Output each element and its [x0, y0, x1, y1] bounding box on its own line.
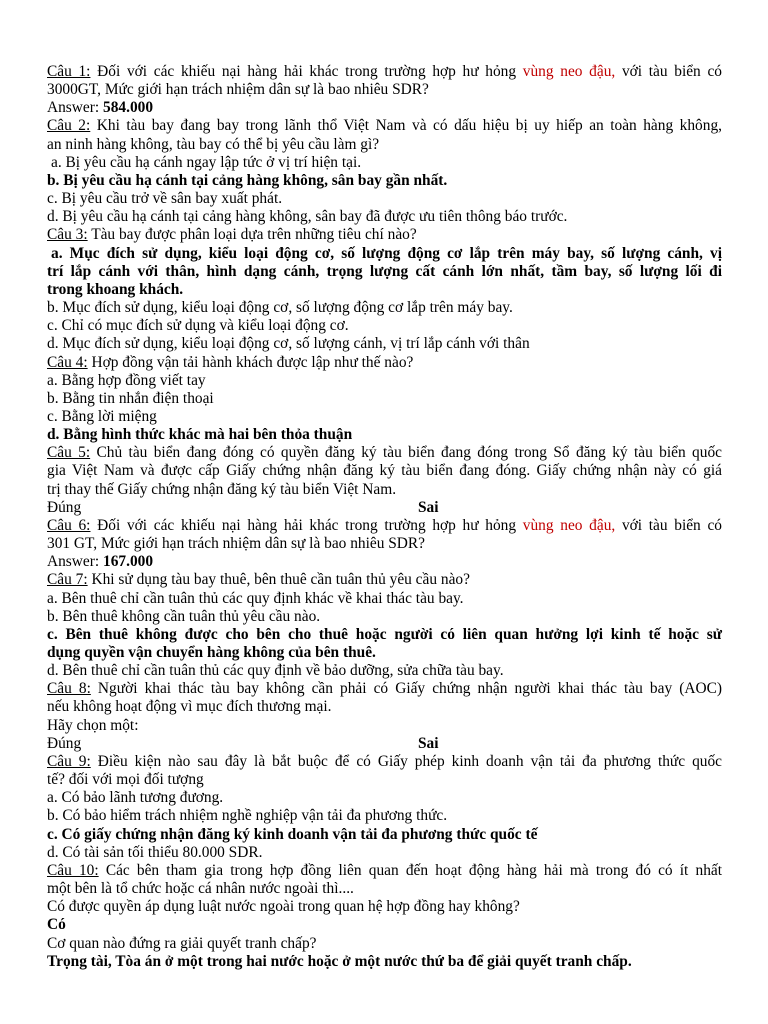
q7-option-c-line-2: dụng quyền vận chuyển hàng không của bên thuê.	[47, 644, 376, 661]
q9-option-c: c. Có giấy chứng nhận đăng ký kinh doanh vận tải đa phương thức quốc tế	[47, 825, 538, 843]
q6-answer-label: Answer:	[47, 553, 100, 571]
q5-choice-true: Đúng	[47, 498, 82, 516]
q6-prompt-text-end: với tàu biển có	[621, 516, 722, 534]
q5-choice-false: Sai	[418, 498, 439, 516]
q2-option-c: c. Bị yêu cầu trở về sân bay xuất phát.	[47, 190, 283, 208]
q10-label: Câu 10:	[47, 861, 99, 879]
q9-option-a: a. Có bảo lãnh tương đương.	[47, 789, 224, 807]
q7-option-b: b. Bên thuê không cần tuân thủ yêu cầu nào.	[47, 607, 321, 625]
q7-option-a: a. Bên thuê chỉ cần tuân thủ các quy định khác về khai thác tàu bay.	[47, 589, 464, 607]
q4-option-a: a. Bằng hợp đồng viết tay	[47, 371, 206, 389]
q2-prompt-line-2: an ninh hàng không, tàu bay có thể bị yêu cầu làm gì?	[47, 135, 380, 153]
q9-prompt-text: Điều kiện nào sau đây là bắt buộc để có Giấy phép kinh doanh vận tải đa phương thức quốc	[97, 752, 722, 770]
q1-prompt-text-end: với tàu biển có	[621, 63, 722, 80]
q3-option-a-line-2: trí lắp cánh với thân, hình dạng cánh, trọng lượng cất cánh lớn nhất, tầm bay, số lượng lối đi	[47, 262, 722, 280]
q3-prompt	[47, 226, 722, 244]
q7-prompt	[47, 571, 722, 589]
q4-option-b: b. Bằng tin nhắn điện thoại	[47, 389, 214, 407]
question-5	[47, 444, 722, 517]
q2-label: Câu 2:	[47, 117, 91, 135]
q8-instruction: Hãy chọn một:	[47, 716, 139, 734]
q8-prompt-text: Người khai thác tàu bay không cần phải có Giấy chứng nhận người khai thác tàu bay (AOC)	[97, 680, 722, 698]
q10-sub-answer-2: Trọng tài, Tòa án ở một trong hai nước hoặc ở một nước thứ ba để giải quyết tranh chấp.	[47, 952, 632, 970]
q3-option-a-line-3: trong khoang khách.	[47, 280, 184, 298]
q2-prompt-text: Khi tàu bay đang bay trong lãnh thổ Việt Nam và có dấu hiệu bị uy hiếp an toàn hàng không,	[96, 117, 722, 135]
q10-prompt-text: Các bên tham gia trong hợp đồng liên quan đến hoạt động hàng hải mà trong đó có ít nhất	[105, 861, 722, 879]
question-9	[47, 753, 722, 862]
q3-option-c: c. Chỉ có mục đích sử dụng và kiểu loại động cơ.	[47, 317, 349, 335]
q1-answer	[47, 99, 722, 117]
q3-option-b: b. Mục đích sử dụng, kiểu loại động cơ, số lượng động cơ lắp trên máy bay.	[47, 299, 513, 317]
q7-option-d: d. Bên thuê chỉ cần tuân thủ các quy định về bảo dưỡng, sửa chữa tàu bay.	[47, 662, 504, 680]
q10-sub-question-1: Có được quyền áp dụng luật nước ngoài trong quan hệ hợp đồng hay không?	[47, 898, 520, 916]
q1-highlight: vùng neo đậu,	[522, 63, 616, 80]
q2-option-b: b. Bị yêu cầu hạ cánh tại cảng hàng không, sân bay gần nhất.	[47, 171, 448, 189]
q1-prompt-text: Đối với các khiếu nại hàng hải khác trong trường hợp hư hỏng	[97, 63, 517, 80]
q8-prompt-line-2: nếu không hoạt động vì mục đích thương mại.	[47, 698, 332, 716]
q4-label: Câu 4:	[47, 353, 88, 371]
q10-prompt-line-2: một bên là tổ chức hoặc cá nhân nước ngoài thì....	[47, 880, 354, 898]
q6-answer-value: 167.000	[103, 553, 154, 571]
question-2	[47, 117, 722, 226]
q5-choices	[47, 499, 722, 517]
q6-answer	[47, 553, 722, 571]
q9-prompt-line-2: tế? đối với mọi đối tượng	[47, 771, 204, 789]
q7-option-c-line-1: c. Bên thuê không được cho bên cho thuê hoặc người có liên quan hưởng lợi kinh tế hoặc sử	[47, 625, 722, 643]
q5-prompt-line-2: gia Việt Nam và được cấp Giấy chứng nhận đăng ký tàu biển đang đóng. Giấy chứng nhận này có giá	[47, 462, 722, 480]
q1-prompt-line-2: 3000GT, Mức giới hạn trách nhiệm dân sự là bao nhiêu SDR?	[47, 81, 429, 99]
question-4	[47, 354, 722, 445]
q7-prompt-text: Khi sử dụng tàu bay thuê, bên thuê cần tuân thủ yêu cầu nào?	[91, 571, 470, 589]
q9-option-b: b. Có bảo hiểm trách nhiệm nghề nghiệp vận tải đa phương thức.	[47, 807, 448, 825]
q3-option-d: d. Mục đích sử dụng, kiểu loại động cơ, số lượng cánh, vị trí lắp cánh với thân	[47, 335, 530, 353]
q6-prompt-text: Đối với các khiếu nại hàng hải khác trong trường hợp hư hỏng	[97, 516, 517, 534]
q5-prompt-line-3: trị thay thế Giấy chứng nhận đăng ký tàu biển Việt Nam.	[47, 480, 397, 498]
q9-label: Câu 9:	[47, 752, 91, 770]
q10-sub-answer-1: Có	[47, 916, 66, 934]
q4-option-d: d. Bằng hình thức khác mà hai bên thỏa thuận	[47, 426, 353, 444]
q5-prompt-line-1	[47, 444, 722, 462]
q9-option-d: d. Có tài sản tối thiểu 80.000 SDR.	[47, 843, 263, 861]
q2-option-a: a. Bị yêu cầu hạ cánh ngay lập tức ở vị trí hiện tại.	[51, 153, 362, 171]
q3-prompt-text: Tàu bay được phân loại dựa trên những tiêu chí nào?	[91, 226, 417, 244]
question-8	[47, 680, 722, 753]
question-10	[47, 862, 722, 971]
q4-prompt-text: Hợp đồng vận tải hành khách được lập như thế nào?	[91, 353, 414, 371]
q5-label: Câu 5:	[47, 444, 91, 462]
q1-answer-value: 584.000	[103, 99, 154, 117]
q8-label: Câu 8:	[47, 680, 91, 698]
q9-prompt-line-1	[47, 753, 722, 771]
q6-label: Câu 6:	[47, 516, 91, 534]
q6-prompt-line-1	[47, 517, 722, 535]
q7-label: Câu 7:	[47, 571, 88, 589]
q8-choice-true: Đúng	[47, 734, 82, 752]
question-1	[47, 63, 722, 117]
q4-option-c: c. Bằng lời miệng	[47, 407, 157, 425]
question-6	[47, 517, 722, 571]
question-7	[47, 571, 722, 680]
q8-choices	[47, 735, 722, 753]
q1-answer-label: Answer:	[47, 99, 100, 117]
q2-prompt-line-1	[47, 117, 722, 135]
question-3	[47, 226, 722, 353]
q3-label: Câu 3:	[47, 226, 88, 244]
q1-label: Câu 1:	[47, 63, 91, 80]
q5-prompt-text: Chủ tàu biển đang đóng có quyền đăng ký tàu biển đang đóng trong Sổ đăng ký tàu biển quốc	[96, 444, 722, 462]
q1-prompt-line-1	[47, 63, 722, 81]
q8-prompt-line-1	[47, 680, 722, 698]
q8-choice-false: Sai	[418, 734, 439, 752]
q10-prompt-line-1	[47, 862, 722, 880]
q2-option-d: d. Bị yêu cầu hạ cánh tại cảng hàng không, sân bay đã được ưu tiên thông báo trước.	[47, 208, 568, 226]
q6-prompt-line-2: 301 GT, Mức giới hạn trách nhiệm dân sự là bao nhiêu SDR?	[47, 535, 426, 553]
q6-highlight: vùng neo đậu,	[522, 516, 616, 534]
q3-option-a-line-1: a. Mục đích sử dụng, kiểu loại động cơ, số lượng động cơ lắp trên máy bay, số lượng cánh, vị	[51, 244, 722, 262]
q10-sub-question-2: Cơ quan nào đứng ra giải quyết tranh chấp?	[47, 934, 317, 952]
q4-prompt	[47, 354, 722, 372]
